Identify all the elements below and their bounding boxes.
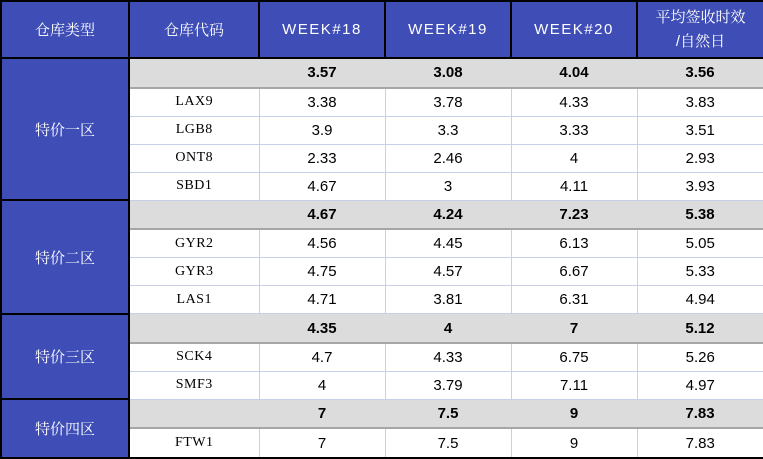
warehouse-code-cell: SCK4	[129, 343, 259, 372]
summary-empty-cell	[129, 58, 259, 88]
value-cell: 3.79	[385, 371, 511, 399]
value-cell: 6.75	[511, 343, 637, 372]
value-cell: 3.83	[637, 88, 763, 117]
header-avg-sla-line2: /自然日	[675, 32, 726, 50]
header-avg-sla	[637, 1, 763, 58]
summary-value: 7	[259, 399, 385, 428]
summary-empty-cell	[129, 314, 259, 343]
summary-value: 7.83	[637, 399, 763, 428]
value-cell: 4.11	[511, 172, 637, 200]
value-cell: 4.71	[259, 286, 385, 314]
value-cell: 2.93	[637, 144, 763, 172]
value-cell: 5.33	[637, 258, 763, 286]
summary-value: 7	[511, 314, 637, 343]
value-cell: 7	[259, 428, 385, 458]
header-warehouse-type: 仓库类型	[1, 1, 129, 58]
summary-value: 9	[511, 399, 637, 428]
value-cell: 3.93	[637, 172, 763, 200]
summary-row	[1, 314, 763, 343]
value-cell: 3.81	[385, 286, 511, 314]
value-cell: 7.83	[637, 428, 763, 458]
value-cell: 3	[385, 172, 511, 200]
warehouse-code-cell: LAS1	[129, 286, 259, 314]
value-cell: 3.38	[259, 88, 385, 117]
value-cell: 4.45	[385, 229, 511, 258]
summary-value: 5.12	[637, 314, 763, 343]
value-cell: 4.75	[259, 258, 385, 286]
value-cell: 7.5	[385, 428, 511, 458]
value-cell: 2.33	[259, 144, 385, 172]
warehouse-code-cell: SMF3	[129, 371, 259, 399]
value-cell: 4.33	[511, 88, 637, 117]
value-cell: 4.33	[385, 343, 511, 372]
warehouse-code-cell: GYR2	[129, 229, 259, 258]
value-cell: 2.46	[385, 144, 511, 172]
value-cell: 9	[511, 428, 637, 458]
value-cell: 3.78	[385, 88, 511, 117]
summary-value: 4.24	[385, 200, 511, 229]
group-label-zone3: 特价三区	[1, 314, 129, 400]
summary-value: 7.5	[385, 399, 511, 428]
header-row	[1, 1, 763, 58]
value-cell: 3.51	[637, 116, 763, 144]
header-week18: WEEK#18	[259, 1, 385, 58]
warehouse-code-cell: SBD1	[129, 172, 259, 200]
warehouse-code-cell: ONT8	[129, 144, 259, 172]
group-label-zone4: 特价四区	[1, 399, 129, 458]
warehouse-code-cell: FTW1	[129, 428, 259, 458]
value-cell: 4.7	[259, 343, 385, 372]
value-cell: 4.97	[637, 371, 763, 399]
value-cell: 4.94	[637, 286, 763, 314]
warehouse-code-cell: GYR3	[129, 258, 259, 286]
summary-row	[1, 58, 763, 88]
value-cell: 7.11	[511, 371, 637, 399]
header-avg-sla-line1: 平均签收时效	[655, 8, 746, 26]
value-cell: 4	[259, 371, 385, 399]
warehouse-code-cell: LAX9	[129, 88, 259, 117]
summary-value: 4.67	[259, 200, 385, 229]
value-cell: 6.31	[511, 286, 637, 314]
value-cell: 4.57	[385, 258, 511, 286]
summary-empty-cell	[129, 200, 259, 229]
header-warehouse-code: 仓库代码	[129, 1, 259, 58]
value-cell: 4.67	[259, 172, 385, 200]
value-cell: 5.26	[637, 343, 763, 372]
value-cell: 4	[511, 144, 637, 172]
summary-value: 3.57	[259, 58, 385, 88]
summary-row	[1, 399, 763, 428]
value-cell: 3.3	[385, 116, 511, 144]
summary-value: 3.56	[637, 58, 763, 88]
value-cell: 6.13	[511, 229, 637, 258]
header-week19: WEEK#19	[385, 1, 511, 58]
summary-value: 7.23	[511, 200, 637, 229]
summary-value: 5.38	[637, 200, 763, 229]
value-cell: 6.67	[511, 258, 637, 286]
summary-value: 4.35	[259, 314, 385, 343]
group-label-zone1: 特价一区	[1, 58, 129, 200]
summary-value: 4.04	[511, 58, 637, 88]
value-cell: 3.33	[511, 116, 637, 144]
summary-value: 3.08	[385, 58, 511, 88]
summary-empty-cell	[129, 399, 259, 428]
summary-row	[1, 200, 763, 229]
header-week20: WEEK#20	[511, 1, 637, 58]
value-cell: 3.9	[259, 116, 385, 144]
warehouse-code-cell: LGB8	[129, 116, 259, 144]
value-cell: 5.05	[637, 229, 763, 258]
summary-value: 4	[385, 314, 511, 343]
group-label-zone2: 特价二区	[1, 200, 129, 314]
value-cell: 4.56	[259, 229, 385, 258]
